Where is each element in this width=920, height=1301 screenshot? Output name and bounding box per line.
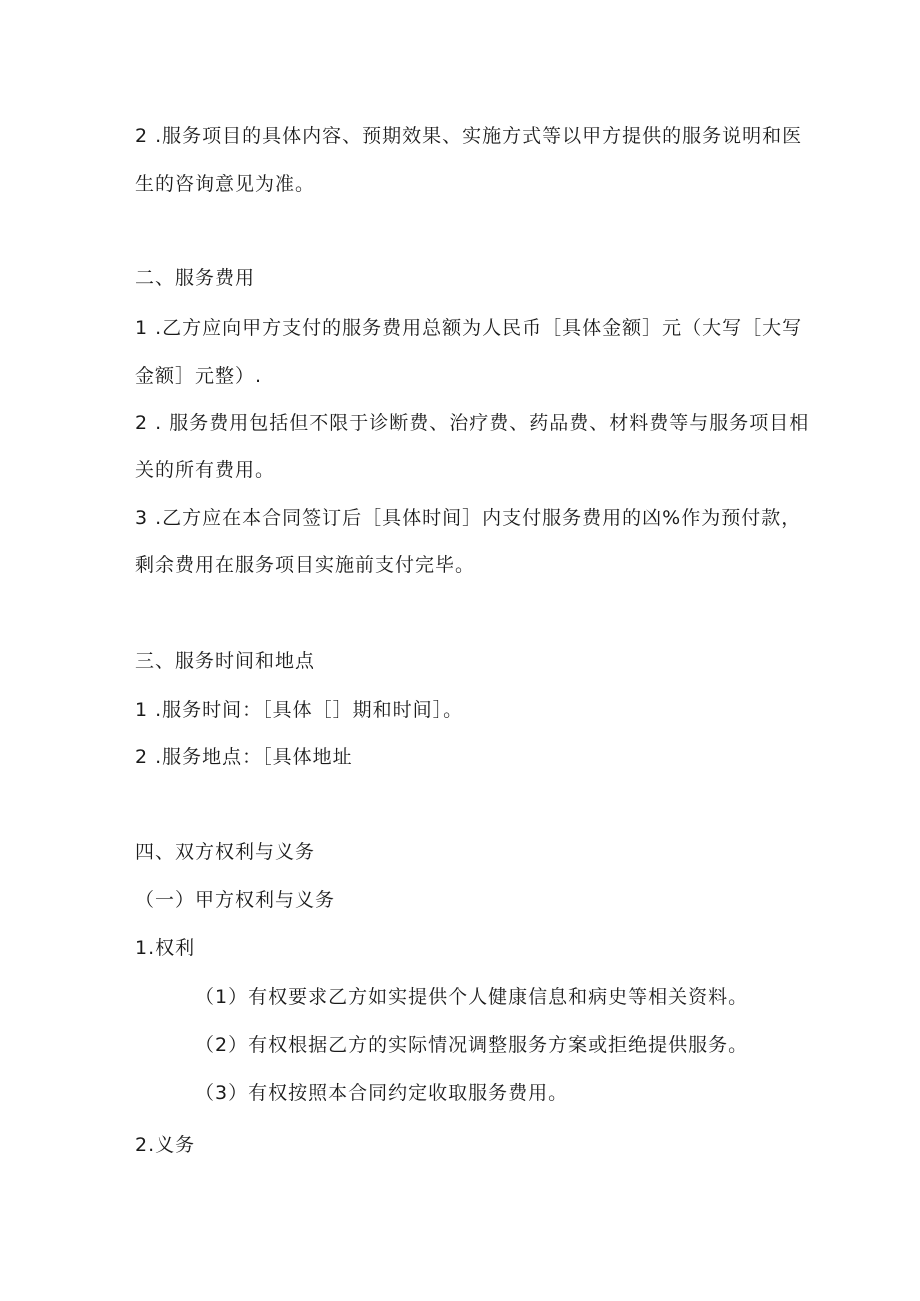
rights-item-2: （2）有权根据乙方的实际情况调整服务方案或拒绝提供服务。	[195, 1034, 749, 1056]
fee-item-1-line-2: 金额］元整）.	[135, 365, 263, 387]
fee-item-2-line-2: 关的所有费用。	[135, 459, 276, 481]
service-location: 2 .服务地点：［具体地址	[135, 746, 353, 768]
fee-item-3-line-2: 剩余费用在服务项目实施前支付完毕。	[135, 554, 476, 576]
section-2-heading: 二、服务费用	[135, 267, 256, 289]
rights-item-3: （3）有权按照本合同约定收取服务费用。	[195, 1082, 569, 1104]
fee-item-2-line-1: 2 . 服务费用包括但不限于诊断费、治疗费、药品费、材料费等与服务项目相	[135, 412, 810, 434]
duties-heading: 2.义务	[135, 1134, 196, 1156]
service-item-2-line-1: 2 .服务项目的具体内容、预期效果、实施方式等以甲方提供的服务说明和医	[135, 125, 803, 147]
fee-item-1-line-1: 1 .乙方应向甲方支付的服务费用总额为人民币［具体金额］元（大写［大写	[135, 317, 803, 339]
rights-item-1: （1）有权要求乙方如实提供个人健康信息和病史等相关资料。	[195, 986, 749, 1008]
service-time: 1 .服务时间：［具体［］期和时间］。	[135, 699, 464, 721]
rights-heading: 1.权利	[135, 937, 196, 959]
section-4-heading: 四、双方权利与义务	[135, 841, 316, 863]
service-item-2-line-2: 生的咨询意见为准。	[135, 173, 316, 195]
fee-item-3-line-1: 3 .乙方应在本合同签订后［具体时间］内支付服务费用的凶%作为预付款，	[135, 507, 802, 529]
section-3-heading: 三、服务时间和地点	[135, 650, 316, 672]
party-a-subheading: （一）甲方权利与义务	[135, 889, 336, 911]
